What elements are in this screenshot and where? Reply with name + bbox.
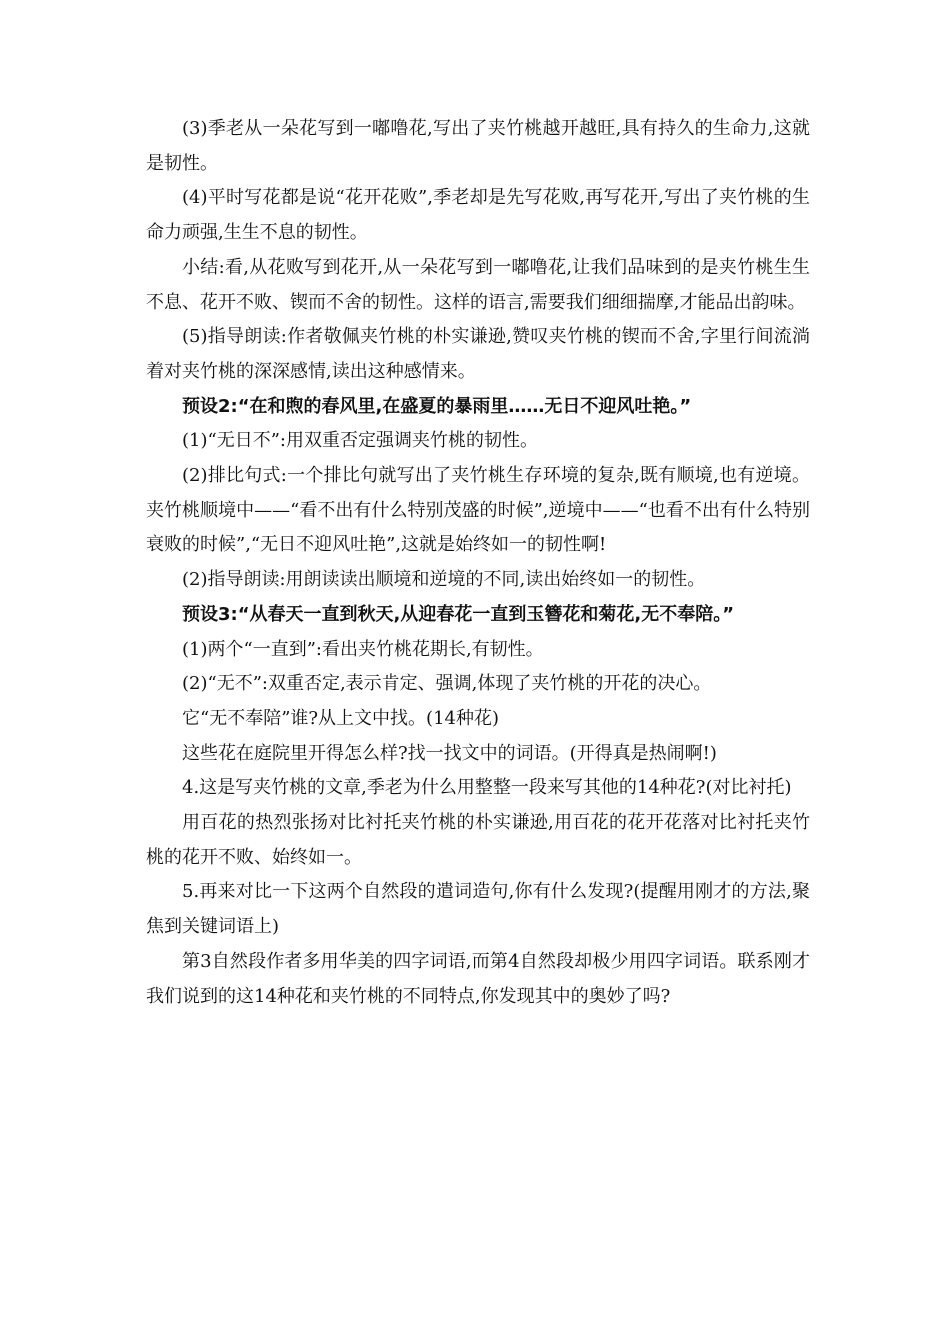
paragraph-reading-guide: (5)指导朗读:作者敬佩夹竹桃的朴实谦逊,赞叹夹竹桃的锲而不舍,字里行间流淌着对夹竹桃的深深感情,读出这种感情来。 (146, 326, 810, 382)
paragraph-11: (2)“无不”:双重否定,表示肯定、强调,体现了夹竹桃的开花的决心。 (182, 673, 712, 695)
preset-3-heading: 预设3:“从春天一直到秋天,从迎春花一直到玉簪花和菊花,无不奉陪。” (182, 603, 735, 625)
preset-2-heading: 预设2:“在和煦的春风里,在盛夏的暴雨里……无日不迎风吐艳。” (182, 395, 692, 417)
paragraph-15: 用百花的热烈张扬对比衬托夹竹桃的朴实谦逊,用百花的花开花落对比衬托夹竹桃的花开不败、始终如一。 (146, 812, 810, 868)
paragraph-12: 它“无不奉陪”谁?从上文中找。(14种花) (182, 707, 500, 729)
paragraph-summary: 小结:看,从花败写到花开,从一朵花写到一嘟噜花,让我们品味到的是夹竹桃生生不息、花开不败、锲而不舍的韧性。这样的语言,需要我们细细揣摩,才能品出韵味。 (146, 256, 810, 313)
paragraph-10: (1)两个“一直到”:看出夹竹桃花期长,有韧性。 (182, 638, 544, 660)
document-body (146, 112, 810, 1014)
paragraph-6: (1)“无日不”:用双重否定强调夹竹桃的韧性。 (182, 430, 538, 452)
paragraph-2: (4)平时写花都是说“花开花败”,季老却是先写花败,再写花开,写出了夹竹桃的生命力顽强,生生不息的韧性。 (146, 187, 810, 244)
paragraph-13: 这些花在庭院里开得怎么样?找一找文中的词语。(开得真是热闹啊!) (182, 742, 717, 764)
paragraph-16: 5.再来对比一下这两个自然段的遣词造句,你有什么发现?(提醒用刚才的方法,聚焦到关键词语上) (146, 881, 810, 938)
paragraph-14: 4.这是写夹竹桃的文章,季老为什么用整整一段来写其他的14种花?(对比衬托) (182, 777, 792, 799)
paragraph-17: 第3自然段作者多用华美的四字词语,而第4自然段却极少用四字词语。联系刚才我们说到的这14种花和夹竹桃的不同特点,你发现其中的奥妙了吗? (146, 950, 810, 1007)
paragraph-8: (2)指导朗读:用朗读读出顺境和逆境的不同,读出始终如一的韧性。 (182, 569, 706, 591)
paragraph-7: (2)排比句式:一个排比句就写出了夹竹桃生存环境的复杂,既有顺境,也有逆境。夹竹桃顺境中——“看不出有什么特别茂盛的时候”,逆境中——“也看不出有什么特别衰败的时候”,“无日不迎风吐艳”,这就是始终如一的韧性啊! (146, 465, 810, 556)
paragraph-1: (3)季老从一朵花写到一嘟噜花,写出了夹竹桃越开越旺,具有持久的生命力,这就是韧性。 (146, 118, 810, 174)
